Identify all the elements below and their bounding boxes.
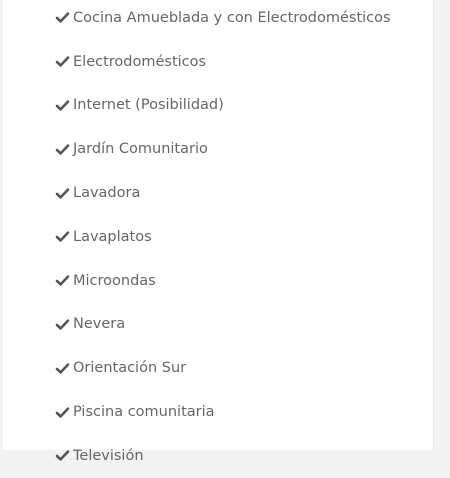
check-icon bbox=[55, 98, 69, 112]
feature-label: Jardín Comunitario bbox=[73, 141, 208, 158]
check-icon bbox=[55, 55, 69, 69]
list-item bbox=[55, 0, 425, 40]
list-item bbox=[55, 259, 425, 303]
list-item bbox=[55, 390, 425, 434]
feature-label: Microondas bbox=[73, 272, 156, 289]
check-icon bbox=[55, 230, 69, 244]
feature-label: Electrodomésticos bbox=[73, 53, 207, 70]
list-item bbox=[55, 171, 425, 215]
check-icon bbox=[55, 142, 69, 156]
feature-label: Piscina comunitaria bbox=[73, 404, 215, 421]
feature-label: Lavaplatos bbox=[73, 228, 152, 245]
check-icon bbox=[55, 317, 69, 331]
list-item bbox=[55, 40, 425, 84]
list-item bbox=[55, 346, 425, 390]
check-icon bbox=[55, 449, 69, 463]
feature-label: Televisión bbox=[73, 447, 144, 464]
check-icon bbox=[55, 11, 69, 25]
features-panel bbox=[3, 0, 434, 464]
list-item bbox=[55, 215, 425, 259]
list-item bbox=[55, 303, 425, 347]
feature-label: Internet (Posibilidad) bbox=[73, 97, 224, 114]
check-icon bbox=[55, 405, 69, 419]
list-item bbox=[55, 434, 425, 478]
check-icon bbox=[55, 361, 69, 375]
features-list bbox=[55, 0, 425, 478]
check-icon bbox=[55, 274, 69, 288]
feature-label: Cocina Amueblada y con Electrodomésticos bbox=[73, 9, 391, 26]
feature-label: Lavadora bbox=[73, 185, 141, 202]
list-item bbox=[55, 127, 425, 171]
feature-label: Nevera bbox=[73, 316, 126, 333]
feature-label: Orientación Sur bbox=[73, 360, 187, 377]
check-icon bbox=[55, 186, 69, 200]
list-item bbox=[55, 84, 425, 128]
